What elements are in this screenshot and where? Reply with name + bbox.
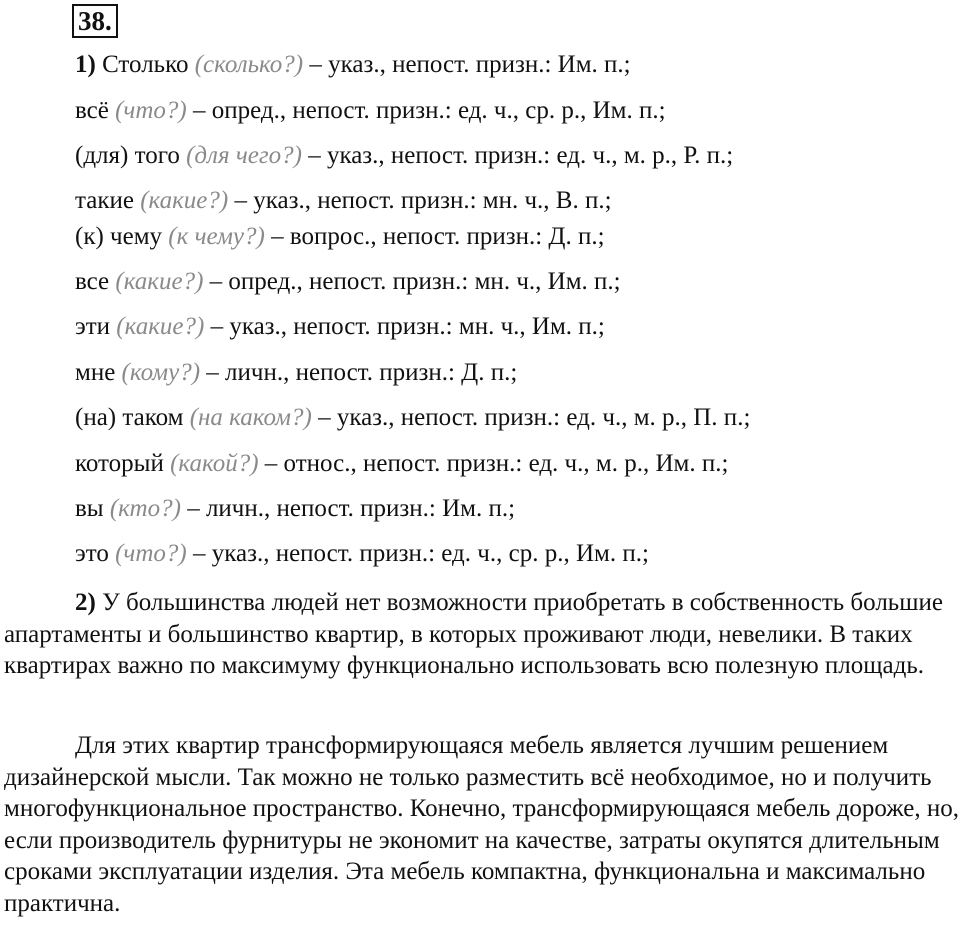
question: (к чему?) — [168, 223, 265, 250]
parse-line-5 — [75, 222, 605, 252]
word: мне — [75, 359, 116, 386]
analysis: – вопрос., непост. призн.: Д. п.; — [271, 223, 605, 250]
question: (какой?) — [170, 450, 259, 477]
analysis: – указ., непост. призн.: мн. ч., В. п.; — [234, 187, 612, 214]
parse-line-10 — [75, 449, 728, 479]
question: (что?) — [115, 97, 187, 124]
word: такие — [75, 187, 134, 214]
analysis: – указ., непост. призн.: мн. ч., Им. п.; — [210, 313, 605, 340]
word: (к) чему — [75, 223, 163, 250]
paragraph-text: Для этих квартир трансформирующаяся мебель является лучшим решением дизайнерской мысли. Так можно не только разместить всё необходимое, но и получить многофункциональное пространство. Конечно, трансформирующаяся мебель дороже, но, если производитель фурнитуры не экономит на качестве, затраты окупятся длительным сроками эксплуатации изделия. Эта мебель компактна, функциональна и максимально практична. — [4, 732, 959, 917]
analysis: – указ., непост. призн.: Им. п.; — [309, 51, 631, 78]
word: Столько — [102, 51, 189, 78]
question: (какие?) — [115, 268, 204, 295]
analysis: – личн., непост. призн.: Д. п.; — [206, 359, 518, 386]
word: всё — [75, 97, 109, 124]
parse-line-4 — [75, 186, 612, 216]
parse-line-11 — [75, 494, 515, 524]
analysis: – опред., непост. призн.: мн. ч., Им. п.; — [209, 268, 621, 295]
question: (что?) — [115, 540, 187, 567]
parse-line-8 — [75, 358, 517, 388]
question: (какие?) — [116, 313, 205, 340]
question: (на каком?) — [189, 404, 312, 431]
question: (кому?) — [121, 359, 201, 386]
part1-marker: 1) — [75, 51, 96, 78]
word: (на) таком — [75, 404, 184, 431]
parse-line-1 — [75, 50, 631, 80]
word: вы — [75, 495, 104, 522]
parse-line-7 — [75, 312, 605, 342]
part2-paragraph-1 — [4, 587, 960, 682]
part2-marker: 2) — [75, 589, 96, 616]
question: (сколько?) — [194, 51, 304, 78]
analysis: – опред., непост. призн.: ед. ч., ср. р., Им. п.; — [193, 97, 666, 124]
parse-line-9 — [75, 403, 750, 433]
question: (для чего?) — [186, 142, 302, 169]
question: (кто?) — [109, 495, 181, 522]
word: эти — [75, 313, 111, 340]
word: это — [75, 540, 109, 567]
parse-line-12 — [75, 539, 649, 569]
word: (для) того — [75, 142, 180, 169]
analysis: – указ., непост. призн.: ед. ч., ср. р., Им. п.; — [192, 540, 649, 567]
analysis: – указ., непост. призн.: ед. ч., м. р., Р. п.; — [308, 142, 734, 169]
parse-line-3 — [75, 141, 733, 171]
parse-line-6 — [75, 267, 621, 297]
analysis: – личн., непост. призн.: Им. п.; — [187, 495, 516, 522]
analysis: – указ., непост. призн.: ед. ч., м. р., П. п.; — [318, 404, 751, 431]
word: все — [75, 268, 110, 295]
paragraph-text: У большинства людей нет возможности приобретать в собственность большие апартаменты и большинство квартир, в которых проживают люди, невелики. В таких квартирах важно по максимуму функционально использовать всю полезную площадь. — [4, 589, 943, 680]
word: который — [75, 450, 164, 477]
analysis: – относ., непост. призн.: ед. ч., м. р., Им. п.; — [264, 450, 729, 477]
parse-line-2 — [75, 96, 666, 126]
task-number: 38. — [72, 4, 118, 38]
part2-paragraph-2 — [4, 730, 960, 920]
question: (какие?) — [140, 187, 229, 214]
